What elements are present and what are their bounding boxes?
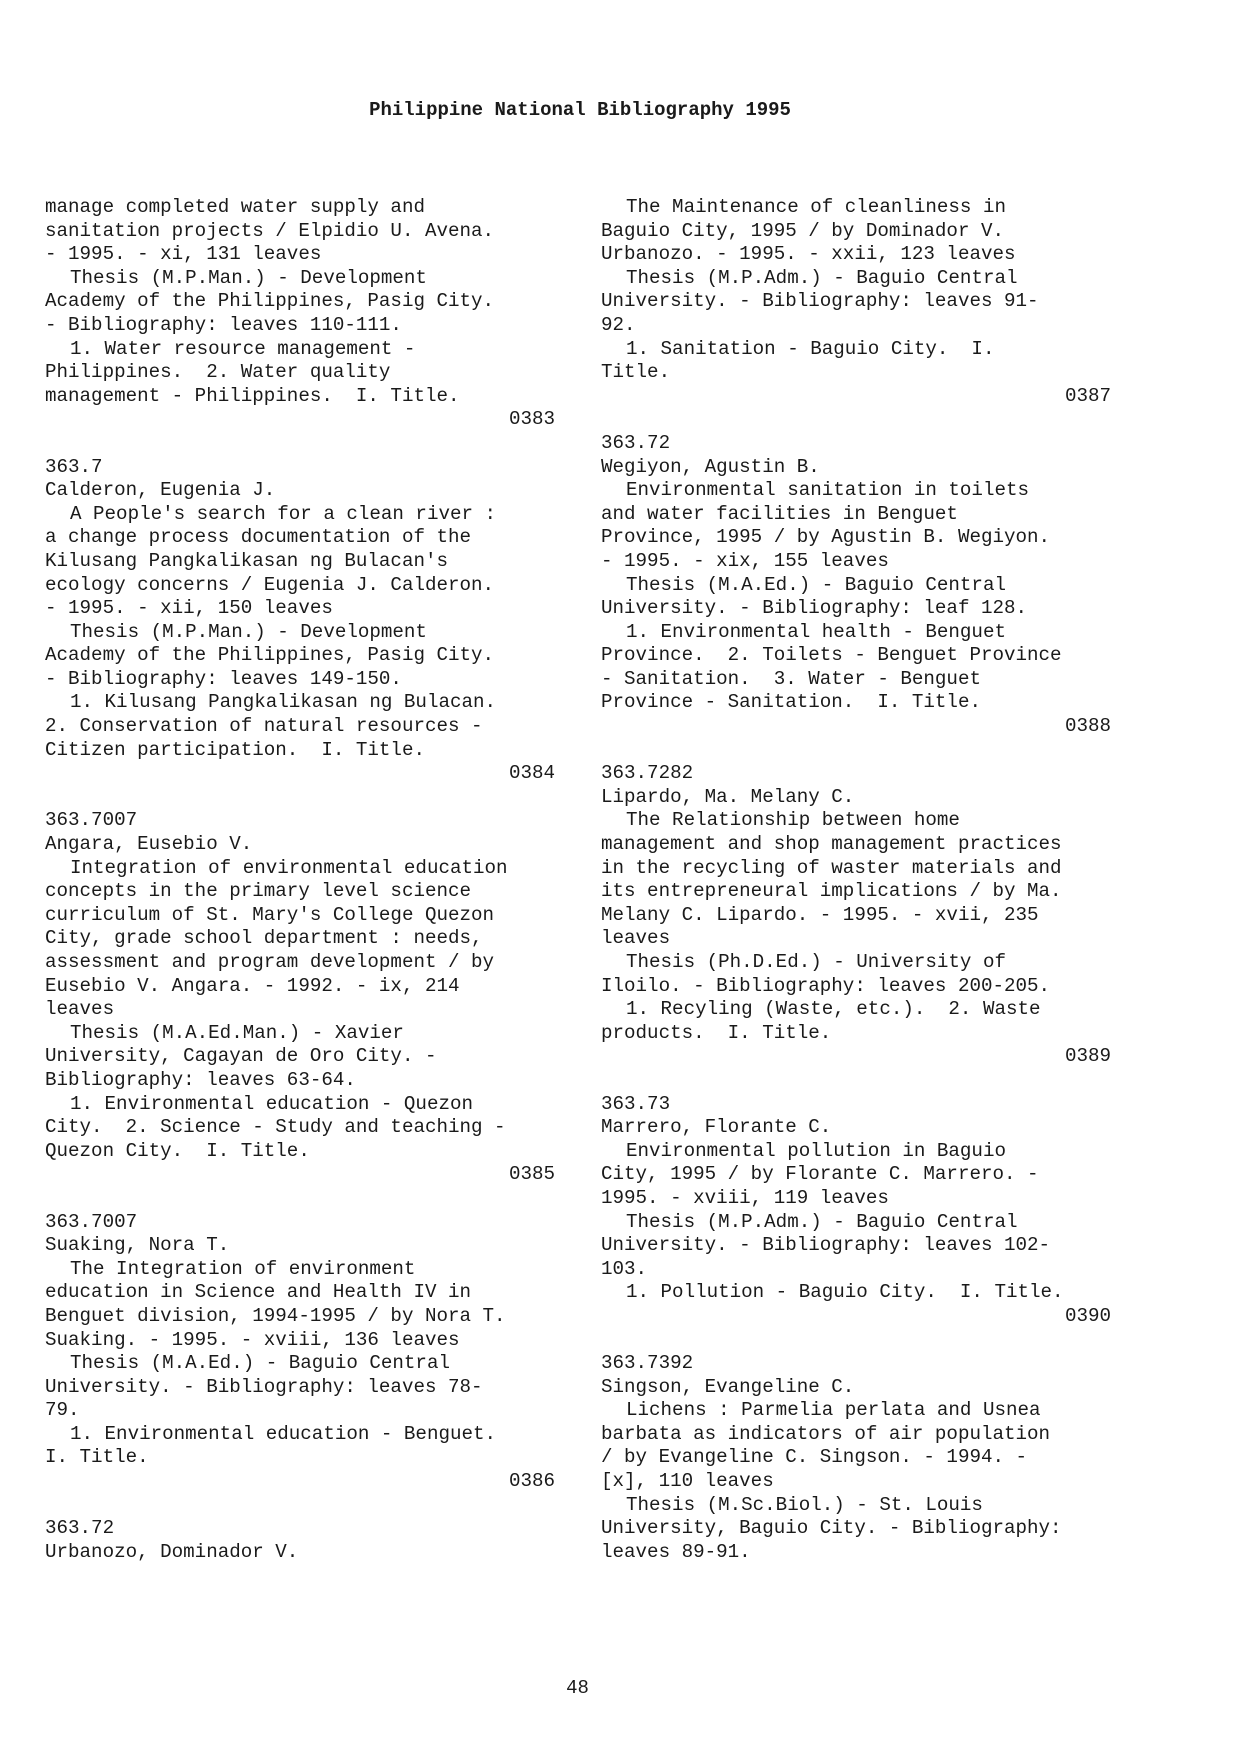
entry-spacer bbox=[45, 1494, 555, 1518]
entry-number: 0388 bbox=[1064, 715, 1111, 738]
right-column bbox=[601, 196, 1111, 1564]
bibliography-entry bbox=[45, 456, 555, 786]
entry-line: 103. bbox=[601, 1257, 648, 1280]
entry-line: - Bibliography: leaves 110-111. bbox=[45, 313, 402, 336]
entry-line: 1. Kilusang Pangkalikasan ng Bulacan. bbox=[70, 691, 497, 714]
entry-line: 79. bbox=[45, 1399, 80, 1422]
entry-line: Thesis (M.A.Ed.) - Baguio Central bbox=[70, 1352, 450, 1375]
entry-line: in the recycling of waster materials and bbox=[601, 856, 1062, 879]
entry-line: Thesis (Ph.D.Ed.) - University of bbox=[626, 951, 1006, 973]
entry-line: management and shop management practices bbox=[601, 833, 1062, 856]
entry-line: - Sanitation. 3. Water - Benguet bbox=[601, 667, 981, 690]
entry-line: Wegiyon, Agustin B. bbox=[601, 455, 820, 478]
entry-line: leaves 89-91. bbox=[601, 1540, 751, 1563]
entry-line: Iloilo. - Bibliography: leaves 200-205. bbox=[601, 974, 1051, 997]
entry-line: Quezon City. I. Title. bbox=[45, 1139, 310, 1162]
entry-line: leaves bbox=[601, 927, 671, 950]
entry-line: Thesis (M.P.Adm.) - Baguio Central bbox=[626, 1210, 1018, 1233]
entry-line: Eusebio V. Angara. - 1992. - ix, 214 bbox=[45, 974, 460, 997]
entry-line: University, Baguio City. - Bibliography: bbox=[601, 1517, 1062, 1540]
entry-line: A People's search for a clean river : bbox=[70, 502, 497, 525]
entry-line: City, grade school department : needs, bbox=[45, 927, 483, 950]
entry-number: 0386 bbox=[508, 1470, 555, 1493]
entry-line: leaves bbox=[45, 998, 115, 1021]
entry-line: 1995. - xviii, 119 leaves bbox=[601, 1186, 889, 1209]
bibliography-entry bbox=[45, 1517, 555, 1564]
entry-line: 363.72 bbox=[601, 431, 671, 454]
entry-line: 1. Pollution - Baguio City. I. Title. bbox=[626, 1281, 1064, 1304]
entry-line: 363.7 bbox=[45, 455, 103, 478]
entry-line: Citizen participation. I. Title. bbox=[45, 738, 425, 761]
entry-line: University, Cagayan de Oro City. - bbox=[45, 1045, 437, 1068]
entry-line: 2. Conservation of natural resources - bbox=[45, 715, 483, 738]
entry-line: 92. bbox=[601, 313, 636, 336]
entry-line: City, 1995 / by Florante C. Marrero. - bbox=[601, 1163, 1039, 1186]
entry-line: education in Science and Health IV in bbox=[45, 1281, 472, 1304]
bibliography-entry bbox=[601, 762, 1111, 1069]
bibliography-entry bbox=[45, 1211, 555, 1494]
entry-line: Bibliography: leaves 63-64. bbox=[45, 1068, 356, 1091]
entry-line: Academy of the Philippines, Pasig City. bbox=[45, 644, 495, 667]
entry-line: a change process documentation of the bbox=[45, 526, 472, 549]
entry-line: University. - Bibliography: leaves 102- bbox=[601, 1234, 1051, 1257]
bibliography-entry bbox=[45, 809, 555, 1187]
entry-line: Angara, Eusebio V. bbox=[45, 833, 253, 856]
entry-spacer bbox=[601, 1069, 1111, 1093]
entry-line: - 1995. - xix, 155 leaves bbox=[601, 549, 889, 572]
entry-line: Province - Sanitation. I. Title. bbox=[601, 691, 981, 714]
entry-line: and water facilities in Benguet bbox=[601, 502, 958, 525]
entry-line: 1. Recyling (Waste, etc.). 2. Waste bbox=[626, 998, 1041, 1021]
bibliography-entry bbox=[601, 432, 1111, 739]
entry-number: 0390 bbox=[1064, 1304, 1111, 1327]
entry-number: 0385 bbox=[508, 1163, 555, 1186]
entry-number: 0383 bbox=[508, 408, 555, 431]
entry-line: Title. bbox=[601, 361, 671, 384]
entry-line: curriculum of St. Mary's College Quezon bbox=[45, 903, 495, 926]
entry-line: Singson, Evangeline C. bbox=[601, 1375, 855, 1398]
left-column bbox=[45, 196, 555, 1564]
entry-line: University. - Bibliography: leaves 91- bbox=[601, 290, 1039, 313]
entry-line: Suaking. - 1995. - xviii, 136 leaves bbox=[45, 1328, 460, 1351]
entry-line: Urbanozo, Dominador V. bbox=[45, 1540, 299, 1563]
entry-line: assessment and program development / by bbox=[45, 951, 495, 973]
entry-line: 363.73 bbox=[601, 1092, 671, 1115]
entry-line: Urbanozo. - 1995. - xxii, 123 leaves bbox=[601, 243, 1016, 266]
entry-line: Environmental sanitation in toilets bbox=[626, 479, 1030, 502]
entry-line: University. - Bibliography: leaf 128. bbox=[601, 597, 1028, 620]
entry-line: City. 2. Science - Study and teaching - bbox=[45, 1116, 506, 1139]
entry-number: 0389 bbox=[1064, 1045, 1111, 1068]
entry-line: University. - Bibliography: leaves 78- bbox=[45, 1375, 483, 1398]
entry-line: Benguet division, 1994-1995 / by Nora T. bbox=[45, 1304, 506, 1327]
entry-line: Thesis (M.A.Ed.Man.) - Xavier bbox=[70, 1021, 404, 1044]
entry-line: 1. Environmental education - Quezon bbox=[70, 1092, 474, 1115]
entry-line: 1. Water resource management - bbox=[70, 337, 416, 360]
entry-line: concepts in the primary level science bbox=[45, 880, 472, 903]
entry-line: Baguio City, 1995 / by Dominador V. bbox=[601, 219, 1005, 242]
entry-line: The Relationship between home bbox=[626, 809, 960, 832]
entry-line: 1. Environmental education - Benguet. bbox=[70, 1422, 497, 1445]
entry-line: manage completed water supply and bbox=[45, 196, 425, 218]
entry-spacer bbox=[601, 408, 1111, 432]
entry-line: Thesis (M.Sc.Biol.) - St. Louis bbox=[626, 1493, 983, 1516]
entry-line: Calderon, Eugenia J. bbox=[45, 479, 276, 502]
entry-line: - 1995. - xii, 150 leaves bbox=[45, 597, 333, 620]
entry-line: [x], 110 leaves bbox=[601, 1470, 774, 1493]
entry-line: sanitation projects / Elpidio U. Avena. bbox=[45, 219, 495, 242]
entry-number: 0384 bbox=[508, 762, 555, 785]
entry-line: The Integration of environment bbox=[70, 1257, 416, 1280]
entry-line: Marrero, Florante C. bbox=[601, 1116, 832, 1139]
entry-line: Thesis (M.P.Adm.) - Baguio Central bbox=[626, 266, 1018, 289]
entry-line: 363.7007 bbox=[45, 809, 138, 832]
entry-line: 363.7282 bbox=[601, 762, 694, 785]
entry-line: ecology concerns / Eugenia J. Calderon. bbox=[45, 573, 495, 596]
entry-line: / by Evangeline C. Singson. - 1994. - bbox=[601, 1446, 1028, 1469]
entry-spacer bbox=[45, 786, 555, 810]
entry-line: Thesis (M.P.Man.) - Development bbox=[70, 620, 427, 643]
entry-number: 0387 bbox=[1064, 384, 1111, 407]
bibliography-entry bbox=[601, 1093, 1111, 1329]
entry-line: 1. Sanitation - Baguio City. I. bbox=[626, 337, 995, 360]
entry-spacer bbox=[45, 1187, 555, 1211]
entry-line: 363.72 bbox=[45, 1517, 115, 1540]
entry-line: 1. Environmental health - Benguet bbox=[626, 620, 1006, 643]
bibliography-entry bbox=[601, 196, 1111, 408]
entry-line: 363.7007 bbox=[45, 1210, 138, 1233]
entry-line: - 1995. - xi, 131 leaves bbox=[45, 243, 322, 266]
entry-line: products. I. Title. bbox=[601, 1021, 832, 1044]
entry-line: Integration of environmental education bbox=[70, 856, 508, 879]
entry-line: Province. 2. Toilets - Benguet Province bbox=[601, 644, 1062, 667]
entry-line: Lipardo, Ma. Melany C. bbox=[601, 785, 855, 808]
entry-line: The Maintenance of cleanliness in bbox=[626, 196, 1006, 218]
bibliography-entry bbox=[45, 196, 555, 432]
entry-line: Lichens : Parmelia perlata and Usnea bbox=[626, 1399, 1041, 1422]
page-number: 48 bbox=[566, 1677, 589, 1699]
entry-line: Kilusang Pangkalikasan ng Bulacan's bbox=[45, 549, 449, 572]
bibliography-entry bbox=[601, 1352, 1111, 1564]
entry-line: Suaking, Nora T. bbox=[45, 1234, 230, 1257]
entry-line: Province, 1995 / by Agustin B. Wegiyon. bbox=[601, 526, 1051, 549]
entry-spacer bbox=[45, 432, 555, 456]
entry-spacer bbox=[601, 1329, 1111, 1353]
entry-line: its entrepreneural implications / by Ma. bbox=[601, 880, 1062, 903]
entry-line: Thesis (M.P.Man.) - Development bbox=[70, 266, 427, 289]
entry-line: 363.7392 bbox=[601, 1352, 694, 1375]
entry-line: Melany C. Lipardo. - 1995. - xvii, 235 bbox=[601, 903, 1039, 926]
entry-spacer bbox=[601, 739, 1111, 763]
entry-line: Thesis (M.A.Ed.) - Baguio Central bbox=[626, 573, 1006, 596]
entry-line: - Bibliography: leaves 149-150. bbox=[45, 667, 402, 690]
entry-line: management - Philippines. I. Title. bbox=[45, 384, 460, 407]
entry-line: Environmental pollution in Baguio bbox=[626, 1139, 1006, 1162]
entry-line: Academy of the Philippines, Pasig City. bbox=[45, 290, 495, 313]
page-title: Philippine National Bibliography 1995 bbox=[369, 99, 791, 121]
entry-line: I. Title. bbox=[45, 1446, 149, 1469]
entry-line: Philippines. 2. Water quality bbox=[45, 361, 391, 384]
entry-line: barbata as indicators of air population bbox=[601, 1422, 1051, 1445]
